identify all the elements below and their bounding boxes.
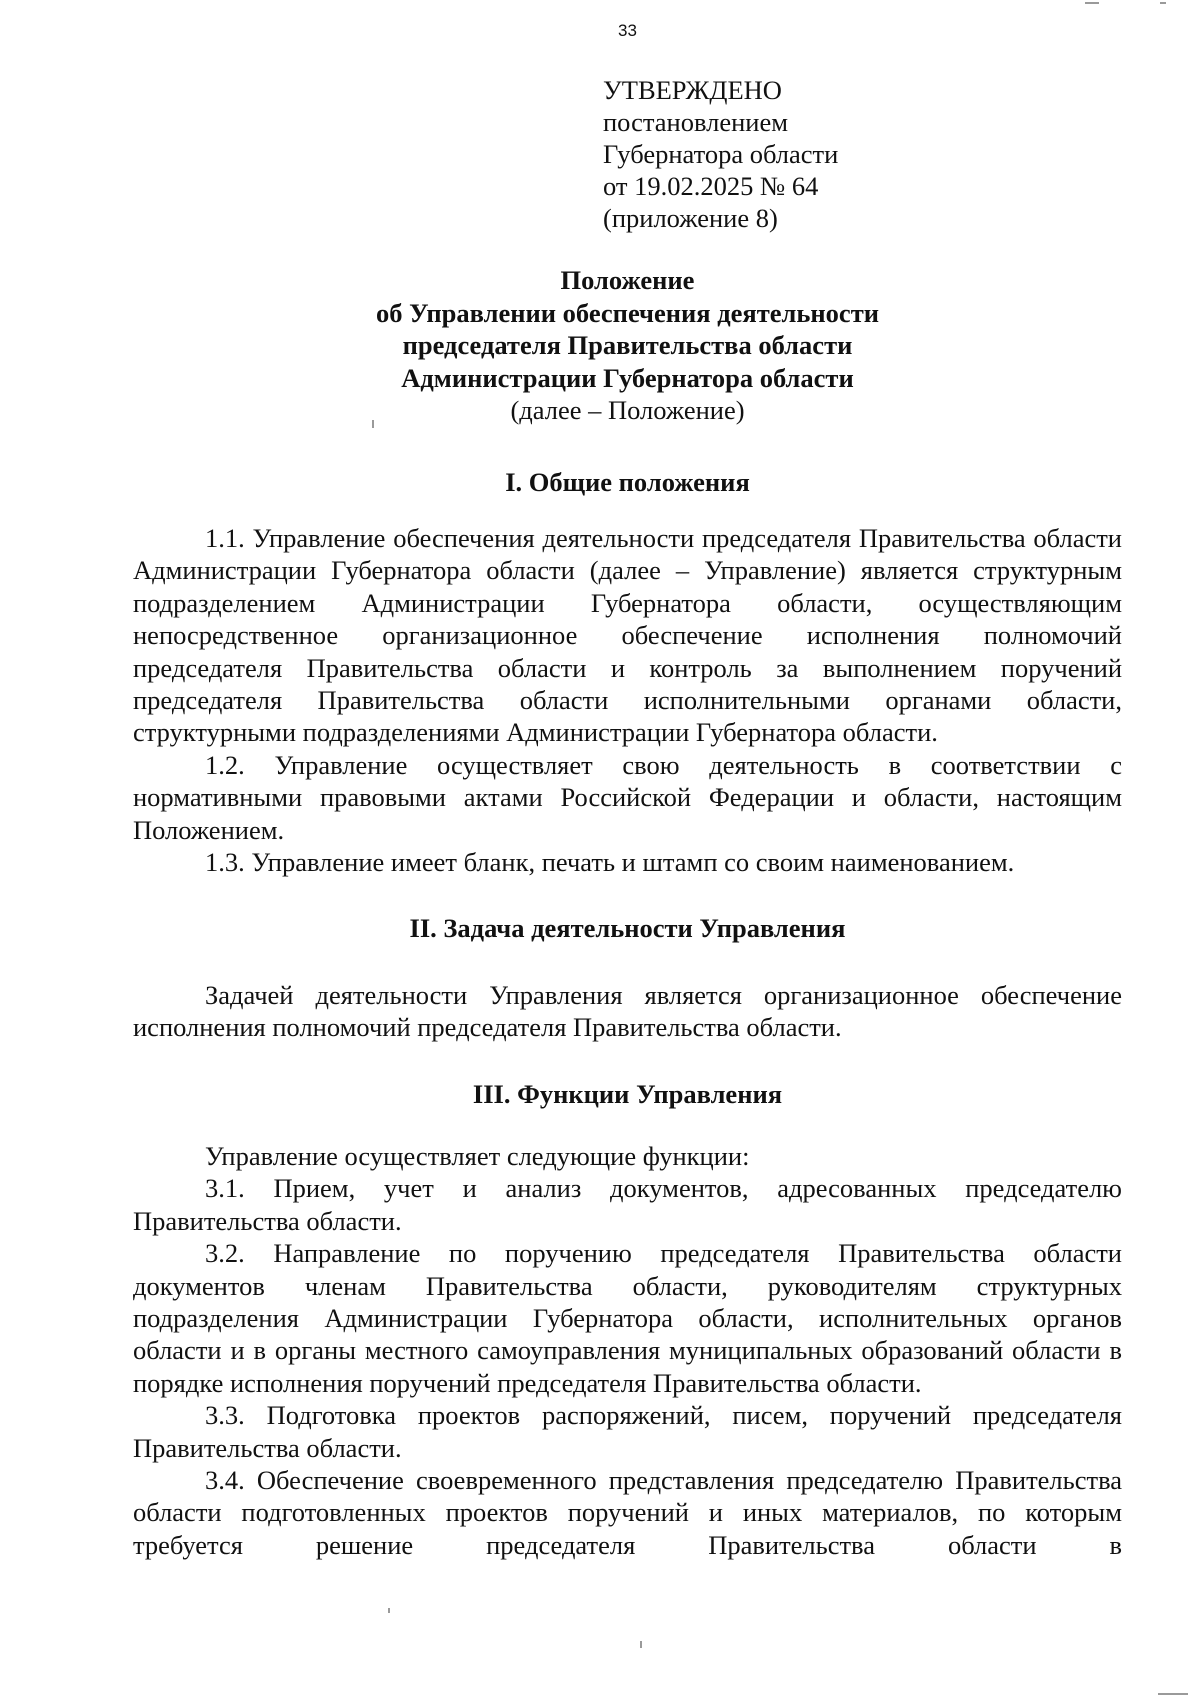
paragraph-functions-intro: Управление осуществляет следующие функции: xyxy=(205,1141,750,1171)
title-line: Положение xyxy=(560,265,695,295)
scan-artifact xyxy=(388,1608,390,1613)
paragraph-3-4: 3.4. Обеспечение своевременного представления председателю Правительства области подготовленных проектов поручений и иных материалов, по которым требуется решение председателя Правительства области в xyxy=(133,1465,1122,1560)
approval-appendix: (приложение 8) xyxy=(603,203,778,233)
section-heading-functions: III. Функции Управления xyxy=(472,1079,783,1109)
title-line: председателя Правительства области xyxy=(402,330,853,360)
approval-heading: УТВЕРЖДЕНО xyxy=(603,75,782,105)
section-functions-body xyxy=(133,1140,1122,1561)
title-note: (далее – Положение) xyxy=(510,395,745,425)
paragraph-3-2: 3.2. Направление по поручению председателя Правительства области документов членам Правительства области, руководителям структурных подразделения Администрации Губернатора области, исполнительных органов области и в органы местного самоуправления муниципальных образований области в порядке исполнения поручений председателя Правительства области. xyxy=(133,1238,1122,1398)
paragraph-1-2: 1.2. Управление осуществляет свою деятельность в соответствии с нормативными правовыми актами Российской Федерации и области, настоящим Положением. xyxy=(133,749,1122,845)
title-line: об Управлении обеспечения деятельности xyxy=(376,297,879,328)
scan-artifact xyxy=(1160,2,1166,4)
scan-artifact xyxy=(1158,1693,1188,1695)
section-task-body xyxy=(133,979,1122,1044)
approval-date-number: от 19.02.2025 № 64 xyxy=(603,171,819,201)
paragraph-1-3: 1.3. Управление имеет бланк, печать и штамп со своим наименованием. xyxy=(205,847,1015,878)
approval-line: постановлением xyxy=(603,107,788,137)
paragraph-task: Задачей деятельности Управления является организационное обеспечение исполнения полномочий председателя Правительства области. xyxy=(133,980,1122,1043)
title-line: Администрации Губернатора области xyxy=(401,362,854,393)
paragraph-3-1: 3.1. Прием, учет и анализ документов, адресованных председателю Правительства области. xyxy=(133,1173,1122,1236)
scan-artifact xyxy=(640,1641,642,1648)
paragraph-3-3: 3.3. Подготовка проектов распоряжений, писем, поручений председателя Правительства области. xyxy=(133,1400,1122,1463)
section-general-body xyxy=(133,522,1122,878)
page-number: 33 xyxy=(618,21,637,40)
scan-artifact xyxy=(1085,2,1099,4)
approval-stamp-block xyxy=(603,74,1163,234)
section-heading-general: I. Общие положения xyxy=(505,467,750,497)
approval-line: Губернатора области xyxy=(603,139,839,169)
section-heading-task: II. Задача деятельности Управления xyxy=(409,913,846,943)
scan-artifact xyxy=(372,420,374,428)
paragraph-1-1: 1.1. Управление обеспечения деятельности председателя Правительства области Администрации Губернатора области (далее – Управление) является структурным подразделением Администрации Губернатора области, осуществляющим непосредственное организационное обеспечение исполнения полномочий председателя Правительства области и контроль за выполнением поручений председателя Правительства области исполнительными органами области, структурными подразделениями Администрации Губернатора области. xyxy=(133,523,1122,748)
document-title xyxy=(0,264,1200,427)
